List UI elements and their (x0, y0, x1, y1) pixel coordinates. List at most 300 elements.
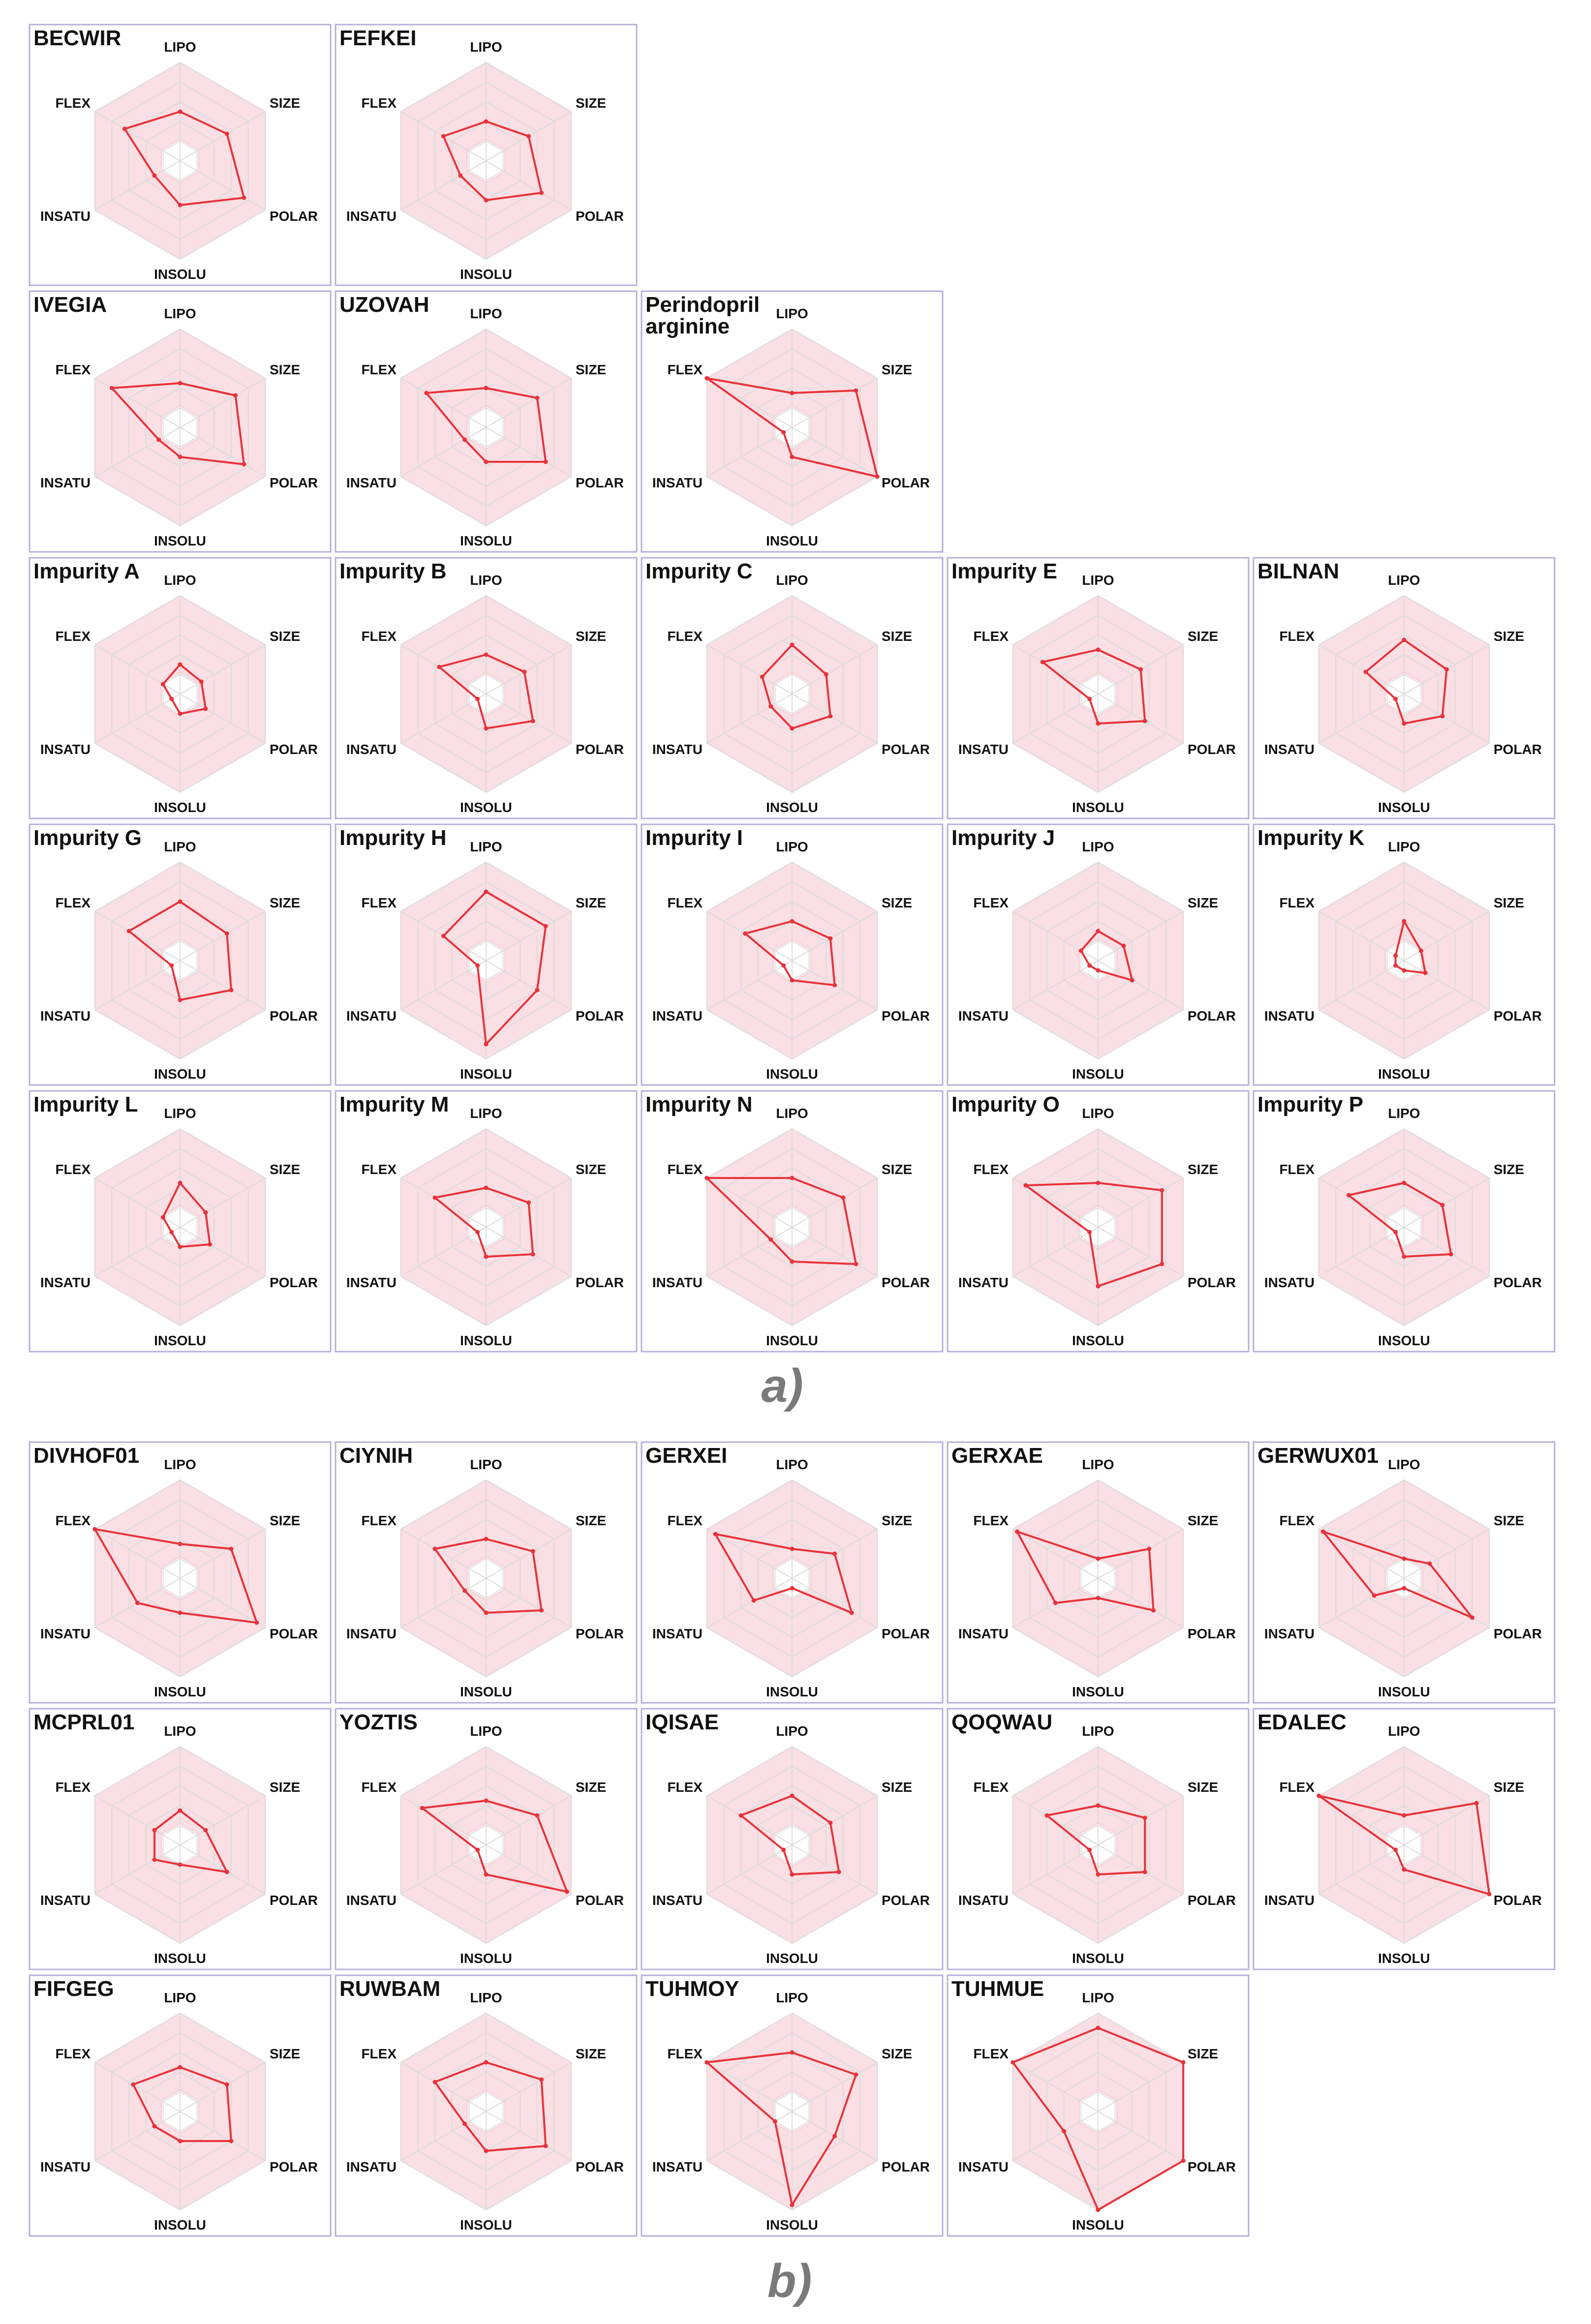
data-point-polar (229, 2139, 233, 2143)
axis-label-flex: FLEX (1279, 629, 1315, 644)
panel-title: GERXAE (951, 1444, 1043, 1468)
axis-label-size: SIZE (270, 1513, 301, 1528)
data-point-insolu (178, 2139, 183, 2143)
data-point-size (1474, 1801, 1479, 1806)
panel-title: Impurity P (1257, 1092, 1364, 1117)
data-point-size (544, 924, 548, 929)
data-point-size (832, 1552, 837, 1556)
axis-label-size: SIZE (1188, 629, 1219, 644)
panel-title: DIVHOF01 (33, 1444, 140, 1468)
radar-panel-mcprl01 (30, 1709, 331, 1969)
axis-label-flex: FLEX (55, 2046, 91, 2061)
axis-label-insolu: INSOLU (1072, 800, 1124, 815)
axis-label-polar: POLAR (1494, 1893, 1542, 1908)
panel-title: Impurity L (33, 1092, 138, 1117)
data-point-insatu (752, 1599, 756, 1603)
radar-panel-impurity-i (642, 824, 943, 1085)
data-point-lipo (484, 1537, 489, 1541)
data-point-lipo (178, 900, 183, 904)
data-point-insolu (790, 2203, 795, 2207)
axis-label-insolu: INSOLU (1378, 1951, 1430, 1966)
panel-title: GERWUX01 (1257, 1444, 1379, 1468)
data-point-insatu (768, 704, 773, 709)
data-point-lipo (1096, 1181, 1101, 1185)
axis-label-polar: POLAR (882, 1275, 930, 1290)
axis-label-insolu: INSOLU (460, 1333, 512, 1348)
axis-label-insolu: INSOLU (460, 2217, 512, 2233)
axis-label-flex: FLEX (55, 95, 91, 111)
axis-label-polar: POLAR (882, 1626, 930, 1641)
axis-label-lipo: LIPO (470, 1990, 502, 2005)
axis-label-size: SIZE (1188, 1780, 1219, 1795)
axis-label-insolu: INSOLU (460, 800, 512, 815)
axis-label-size: SIZE (882, 2046, 913, 2061)
data-point-flex (1346, 1193, 1351, 1198)
data-point-insolu (178, 455, 183, 459)
data-point-insolu (1402, 1868, 1407, 1872)
axis-label-insatu: INSATU (346, 2159, 397, 2174)
axis-label-lipo: LIPO (1388, 1106, 1420, 1121)
data-point-insatu (462, 2122, 467, 2126)
data-point-lipo (1096, 1557, 1101, 1561)
axis-label-flex: FLEX (1279, 1162, 1315, 1177)
panel-title: Impurity E (951, 559, 1058, 583)
axis-label-insatu: INSATU (652, 742, 703, 757)
data-point-insatu (156, 438, 161, 442)
data-point-polar (1151, 1608, 1156, 1613)
axis-label-lipo: LIPO (164, 1106, 196, 1121)
axis-label-lipo: LIPO (1082, 1457, 1114, 1472)
radar-panel-ivegia (30, 291, 331, 552)
axis-label-size: SIZE (1494, 1513, 1525, 1528)
data-point-polar (225, 1870, 229, 1874)
data-point-polar (832, 2134, 837, 2139)
data-point-size (225, 132, 229, 136)
axis-label-insolu: INSOLU (1378, 1684, 1430, 1699)
data-point-insolu (484, 1042, 489, 1047)
data-point-size (1138, 667, 1143, 672)
data-point-lipo (790, 2051, 795, 2055)
axis-label-insatu: INSATU (40, 209, 91, 224)
data-point-flex (153, 1828, 157, 1833)
radar-panel-fifgeg (30, 1975, 331, 2236)
axis-label-polar: POLAR (576, 1008, 624, 1024)
axis-label-flex: FLEX (361, 1162, 397, 1177)
data-point-flex (92, 1527, 97, 1532)
radar-panel-tuhmoy (642, 1975, 943, 2236)
axis-label-polar: POLAR (1188, 1275, 1236, 1290)
data-point-insolu (484, 2149, 489, 2153)
data-point-insatu (1087, 964, 1092, 968)
axis-label-insolu: INSOLU (154, 800, 206, 815)
data-point-lipo (790, 1176, 795, 1180)
axis-label-insatu: INSATU (1264, 1008, 1315, 1024)
axis-label-polar: POLAR (1188, 1008, 1236, 1024)
axis-label-insatu: INSATU (1264, 1275, 1315, 1290)
data-point-polar (229, 988, 233, 993)
panel-title: Impurity K (1257, 826, 1365, 850)
data-point-insatu (1393, 964, 1398, 968)
axis-label-size: SIZE (1494, 1780, 1525, 1795)
axis-label-lipo: LIPO (776, 1990, 808, 2005)
radar-panel-perindopril-arginine (642, 291, 943, 552)
data-point-polar (1470, 1616, 1474, 1620)
data-point-lipo (1096, 1804, 1101, 1808)
axis-label-insolu: INSOLU (154, 533, 206, 548)
axis-label-insolu: INSOLU (154, 267, 206, 282)
data-point-insatu (1393, 1230, 1398, 1235)
radar-panel-impurity-p (1254, 1091, 1555, 1352)
data-point-polar (1143, 719, 1147, 724)
data-point-insolu (484, 726, 489, 731)
data-point-size (1444, 667, 1449, 672)
data-point-size (229, 1547, 233, 1551)
axis-label-insatu: INSATU (652, 1626, 703, 1641)
data-point-size (1147, 1547, 1151, 1551)
axis-label-size: SIZE (882, 629, 913, 644)
data-point-size (1440, 1203, 1444, 1207)
data-point-insatu (1393, 697, 1398, 701)
data-point-lipo (484, 120, 489, 124)
data-point-insolu (1096, 722, 1101, 726)
data-point-insolu (1096, 2208, 1101, 2212)
axis-label-size: SIZE (576, 2046, 607, 2061)
axis-label-flex: FLEX (55, 629, 91, 644)
axis-label-size: SIZE (270, 629, 301, 644)
axis-label-flex: FLEX (55, 1780, 91, 1795)
axis-label-insatu: INSATU (652, 1893, 703, 1908)
axis-label-flex: FLEX (667, 1513, 703, 1528)
axis-label-lipo: LIPO (1082, 1723, 1114, 1739)
axis-label-polar: POLAR (576, 209, 624, 224)
radar-panel-impurity-e (948, 558, 1249, 818)
data-point-polar (531, 719, 535, 724)
data-point-lipo (790, 1547, 795, 1551)
radar-panel-impurity-o (948, 1091, 1249, 1352)
data-point-flex (433, 1547, 437, 1551)
axis-label-insolu: INSOLU (1072, 2217, 1124, 2233)
axis-label-polar: POLAR (270, 1893, 318, 1908)
axis-label-size: SIZE (1188, 1162, 1219, 1177)
data-point-size (204, 1210, 208, 1215)
axis-label-size: SIZE (270, 1162, 301, 1177)
axis-label-lipo: LIPO (1082, 1990, 1114, 2005)
data-point-lipo (790, 919, 795, 924)
data-point-insolu (178, 1245, 183, 1249)
data-point-polar (1449, 1252, 1453, 1257)
data-point-insolu (484, 198, 489, 203)
axis-label-lipo: LIPO (1082, 1106, 1114, 1121)
data-point-insolu (484, 1255, 489, 1259)
radar-panel-impurity-g (30, 824, 331, 1085)
data-point-insatu (781, 430, 786, 435)
axis-label-polar: POLAR (576, 1626, 624, 1641)
axis-label-size: SIZE (1494, 1162, 1525, 1177)
axis-label-flex: FLEX (361, 1780, 397, 1795)
data-point-insatu (462, 1589, 467, 1593)
axis-label-flex: FLEX (667, 629, 703, 644)
data-point-lipo (484, 890, 489, 894)
data-point-size (854, 2073, 858, 2077)
data-point-flex (1040, 660, 1045, 664)
radar-panel-impurity-k (1254, 824, 1555, 1085)
data-point-insatu (781, 964, 786, 968)
data-point-polar (850, 1611, 854, 1615)
axis-label-insolu: INSOLU (154, 1066, 206, 1082)
data-point-flex (161, 1215, 165, 1220)
data-point-flex (1393, 954, 1398, 958)
axis-label-lipo: LIPO (470, 1457, 502, 1472)
data-point-lipo (1402, 1813, 1407, 1818)
axis-label-polar: POLAR (882, 742, 930, 757)
axis-label-polar: POLAR (270, 475, 318, 490)
data-point-insolu (790, 455, 795, 459)
axis-label-insolu: INSOLU (460, 267, 512, 282)
axis-label-insatu: INSATU (958, 1008, 1009, 1024)
data-point-lipo (484, 653, 489, 657)
data-point-flex (760, 675, 765, 679)
data-point-flex (1010, 2060, 1015, 2065)
axis-label-lipo: LIPO (470, 1106, 502, 1121)
axis-label-polar: POLAR (270, 1008, 318, 1024)
data-point-insatu (1062, 2129, 1066, 2134)
data-point-polar (254, 1621, 259, 1625)
data-point-lipo (790, 643, 795, 647)
data-point-polar (1440, 714, 1444, 719)
panel-title: TUHMUE (951, 1977, 1044, 2001)
radar-panel-impurity-b (336, 558, 637, 818)
axis-label-lipo: LIPO (470, 1723, 502, 1739)
data-point-flex (122, 127, 127, 131)
axis-label-lipo: LIPO (164, 306, 196, 321)
data-point-polar (531, 1252, 535, 1257)
axis-label-lipo: LIPO (164, 839, 196, 854)
data-point-lipo (790, 391, 795, 395)
axis-label-flex: FLEX (973, 895, 1009, 910)
data-point-polar (539, 191, 544, 195)
data-point-lipo (1402, 638, 1407, 642)
axis-label-size: SIZE (882, 895, 913, 910)
data-point-insatu (462, 438, 467, 442)
axis-label-flex: FLEX (1279, 895, 1315, 910)
axis-label-insolu: INSOLU (766, 1684, 818, 1699)
data-point-lipo (484, 1799, 489, 1803)
data-point-lipo (1402, 1181, 1407, 1185)
panel-title: TUHMOY (645, 1977, 739, 2001)
axis-label-lipo: LIPO (1388, 1457, 1420, 1472)
panel-title: Impurity A (33, 559, 140, 583)
axis-label-insatu: INSATU (652, 475, 703, 490)
axis-label-flex: FLEX (667, 1162, 703, 1177)
panel-title: GERXEI (645, 1444, 728, 1468)
data-point-insolu (1402, 968, 1407, 973)
radar-panel-yoztis (336, 1709, 637, 1969)
panel-title: MCPRL01 (33, 1710, 135, 1734)
data-point-size (531, 1549, 535, 1554)
axis-label-flex: FLEX (55, 1162, 91, 1177)
axis-label-polar: POLAR (576, 475, 624, 490)
radar-panel-uzovah (336, 291, 637, 552)
axis-label-insatu: INSATU (346, 1275, 397, 1290)
axis-label-size: SIZE (270, 362, 301, 377)
data-point-insolu (484, 1611, 489, 1615)
axis-label-lipo: LIPO (164, 1723, 196, 1739)
axis-label-size: SIZE (270, 895, 301, 910)
data-point-polar (242, 196, 246, 200)
axis-label-insolu: INSOLU (1072, 1684, 1124, 1699)
axis-label-flex: FLEX (973, 1780, 1009, 1795)
data-point-lipo (484, 386, 489, 391)
data-point-lipo (178, 1181, 183, 1185)
data-point-lipo (484, 1186, 489, 1190)
data-point-size (535, 1813, 539, 1818)
data-point-flex (743, 932, 747, 936)
data-point-flex (1079, 949, 1083, 953)
section-label-a: a) (761, 1359, 803, 1412)
radar-panel-bilnan (1254, 558, 1555, 818)
panel-title: Impurity J (951, 826, 1055, 850)
radar-panel-impurity-a (30, 558, 331, 818)
axis-label-lipo: LIPO (1388, 839, 1420, 854)
data-point-insatu (459, 174, 463, 178)
data-point-insatu (475, 1848, 480, 1852)
data-point-insolu (790, 726, 795, 731)
axis-label-insatu: INSATU (958, 742, 1009, 757)
data-point-size (1181, 2060, 1186, 2065)
data-point-size (225, 932, 229, 936)
data-point-size (233, 393, 238, 398)
axis-label-size: SIZE (882, 1780, 913, 1795)
axis-label-insatu: INSATU (1264, 742, 1315, 757)
axis-label-insolu: INSOLU (154, 1951, 206, 1966)
axis-label-polar: POLAR (1188, 742, 1236, 757)
axis-label-flex: FLEX (667, 1780, 703, 1795)
data-point-insolu (1402, 722, 1407, 726)
panel-title: Impurity C (645, 559, 753, 583)
axis-label-size: SIZE (576, 1780, 607, 1795)
data-point-size (1419, 949, 1423, 953)
axis-label-size: SIZE (882, 362, 913, 377)
panel-title: QOQWAU (951, 1710, 1053, 1734)
axis-label-insolu: INSOLU (1378, 1333, 1430, 1348)
axis-label-polar: POLAR (270, 2159, 318, 2174)
axis-label-flex: FLEX (55, 362, 91, 377)
axis-label-insolu: INSOLU (1378, 800, 1430, 815)
axis-label-lipo: LIPO (776, 839, 808, 854)
axis-label-size: SIZE (576, 362, 607, 377)
axis-label-size: SIZE (882, 1162, 913, 1177)
data-point-insolu (790, 978, 795, 983)
axis-label-flex: FLEX (667, 2046, 703, 2061)
axis-label-insatu: INSATU (652, 2159, 703, 2174)
data-point-size (1143, 1816, 1147, 1820)
axis-label-insatu: INSATU (40, 1275, 91, 1290)
axis-label-insatu: INSATU (1264, 1893, 1315, 1908)
axis-label-polar: POLAR (882, 2159, 930, 2174)
data-point-insatu (475, 1230, 480, 1235)
data-point-lipo (178, 110, 183, 114)
panel-title: BECWIR (33, 26, 122, 50)
axis-label-polar: POLAR (1494, 1275, 1542, 1290)
data-point-size (526, 1201, 531, 1205)
data-point-insolu (1096, 1596, 1101, 1600)
axis-label-polar: POLAR (882, 1008, 930, 1024)
data-point-flex (704, 1176, 709, 1180)
data-point-polar (828, 714, 832, 719)
data-point-insolu (178, 1863, 183, 1867)
axis-label-insolu: INSOLU (460, 533, 512, 548)
radar-panel-gerxei (642, 1442, 943, 1703)
axis-label-size: SIZE (576, 95, 607, 111)
data-point-lipo (1402, 919, 1407, 924)
data-point-flex (437, 665, 441, 669)
data-point-size (828, 936, 832, 941)
data-point-insolu (790, 1260, 795, 1264)
axis-label-lipo: LIPO (164, 573, 196, 588)
data-point-size (204, 1828, 208, 1833)
axis-label-flex: FLEX (973, 1162, 1009, 1177)
axis-label-lipo: LIPO (776, 306, 808, 321)
panel-title: Impurity M (339, 1092, 449, 1117)
axis-label-insolu: INSOLU (154, 2217, 206, 2233)
axis-label-flex: FLEX (361, 362, 397, 377)
panel-title: FEFKEI (339, 26, 417, 50)
axis-label-insolu: INSOLU (460, 1066, 512, 1082)
panel-title: EDALEC (1257, 1710, 1346, 1734)
axis-label-lipo: LIPO (470, 839, 502, 854)
axis-label-polar: POLAR (882, 475, 930, 490)
data-point-insolu (178, 998, 183, 1002)
data-point-size (824, 672, 828, 677)
data-point-flex (1015, 1530, 1019, 1534)
data-point-insatu (169, 1230, 174, 1235)
axis-label-size: SIZE (1494, 895, 1525, 910)
data-point-size (1160, 1188, 1164, 1193)
data-point-polar (565, 1890, 569, 1894)
axis-label-polar: POLAR (270, 209, 318, 224)
axis-label-insatu: INSATU (958, 2159, 1009, 2174)
data-point-polar (832, 983, 837, 988)
axis-label-lipo: LIPO (776, 573, 808, 588)
panel-title: IQISAE (645, 1710, 719, 1734)
data-point-polar (837, 1870, 841, 1874)
data-point-flex (1316, 1794, 1321, 1798)
data-point-polar (1423, 971, 1428, 975)
data-point-flex (127, 929, 131, 934)
panel-title: BILNAN (1257, 559, 1340, 583)
axis-label-flex: FLEX (1279, 1780, 1315, 1795)
data-point-flex (420, 1806, 425, 1811)
axis-label-lipo: LIPO (470, 39, 502, 55)
data-point-insatu (169, 697, 174, 701)
data-point-flex (704, 2060, 709, 2065)
axis-label-flex: FLEX (973, 2046, 1009, 2061)
data-point-polar (544, 460, 548, 464)
data-point-size (522, 670, 526, 674)
data-point-insolu (484, 460, 489, 464)
data-point-insolu (1096, 1872, 1101, 1877)
panel-title: Impurity G (33, 826, 142, 850)
axis-label-size: SIZE (1188, 1513, 1219, 1528)
axis-label-polar: POLAR (270, 742, 318, 757)
data-point-polar (208, 1242, 212, 1247)
axis-label-polar: POLAR (1494, 742, 1542, 757)
data-point-polar (1160, 1262, 1164, 1267)
axis-label-size: SIZE (270, 1780, 301, 1795)
axis-label-insatu: INSATU (40, 1008, 91, 1024)
panel-title: UZOVAH (339, 293, 429, 317)
axis-label-insolu: INSOLU (154, 1684, 206, 1699)
